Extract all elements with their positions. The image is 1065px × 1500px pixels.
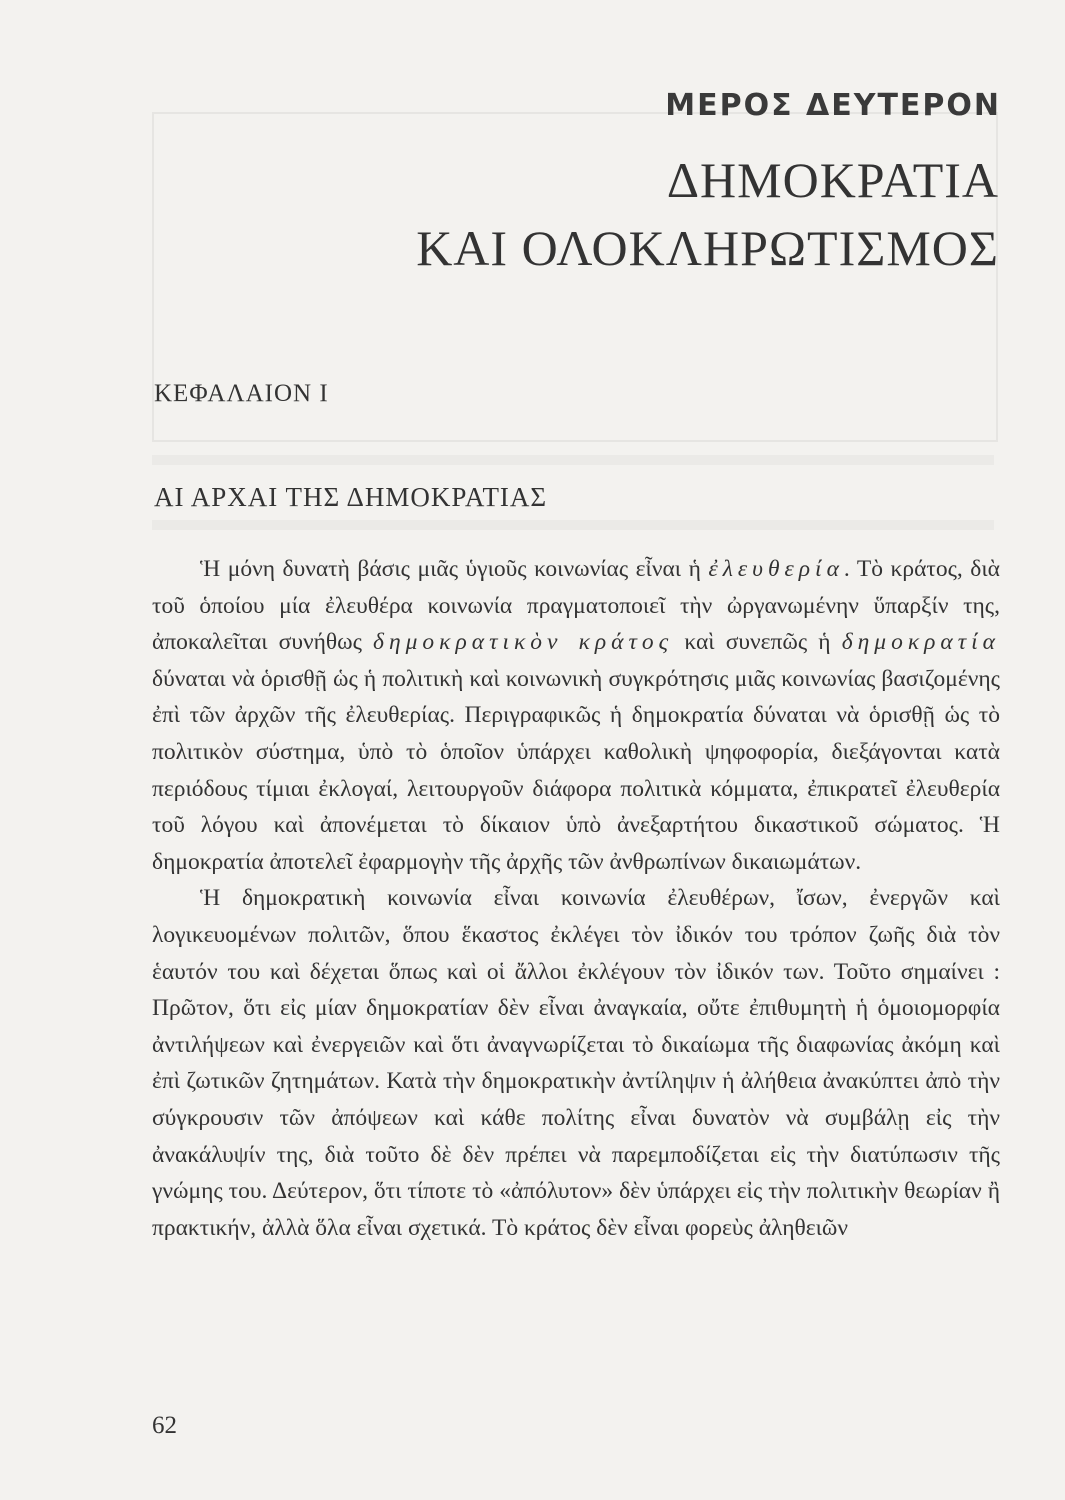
- emphasized-term-democratic-state: δημοκρατικὸν κράτος: [373, 629, 674, 656]
- part-heading: ΜΕΡΟΣ ΔΕΥΤΕΡΟΝ: [665, 88, 1001, 123]
- paragraph-1-text-b: . Τὸ κράτος, διὰ τοῦ ὁποίου μία ἐλευθέρα κοινωνία πραγματοποιεῖ τὴν ὠργανωμένην ὕπαρξίν της, ἀποκαλεῖται συνήθως: [152, 556, 1000, 656]
- title-line-1: ΔΗΜΟΚΡΑΤΙΑ: [666, 152, 999, 208]
- paragraph-1-text-d: δύναται νὰ ὁρισθῇ ὡς ἡ πολιτικὴ καὶ κοινωνικὴ συγκρότησις μιᾶς κοινωνίας βασιζομένης ἐπὶ τῶν ἀρχῶν τῆς ἐλευθερίας. Περιγραφικῶς ἡ δημοκρατία δύναται νὰ ὁρισθῇ ὡς τὸ πολιτικὸν σύστημα, ὑπὸ τὸ ὁποῖον ὑπάρχει καθολικὴ ψηφοφορία, διεξάγονται κατὰ περιόδους τίμιαι ἐκλογαί, λειτουργοῦν διάφορα πολιτικὰ κόμματα, ἐπικρατεῖ ἐλευθερία τοῦ λόγου καὶ ἀπονέμεται τὸ δίκαιον ὑπὸ ἀνεξαρτήτου δικαστικοῦ σώματος. Ἡ δημοκρατία ἀποτελεῖ ἐφαρμογὴν τῆς ἀρχῆς τῶν ἀνθρωπίνων δικαιωμάτων.: [152, 665, 1000, 875]
- body-text: [152, 551, 1000, 1246]
- emphasized-term-democracy: δημοκρατία: [841, 629, 1000, 656]
- chapter-label: ΚΕΦΑΛΑΙΟΝ Ι: [154, 380, 329, 407]
- paragraph-1-text-a: Ἡ μόνη δυνατὴ βάσις μιᾶς ὑγιοῦς κοινωνίας εἶναι ἡ: [200, 556, 709, 582]
- bleed-through-line: [152, 455, 994, 465]
- title-line-2: ΚΑΙ ΟΛΟΚΛΗΡΩΤΙΣΜΟΣ: [416, 220, 999, 276]
- paragraph-1-text-c: καὶ συνεπῶς ἡ: [673, 629, 842, 656]
- paragraph-1: [152, 551, 1000, 880]
- section-title: ΑΙ ΑΡΧΑΙ ΤΗΣ ΔΗΜΟΚΡΑΤΙΑΣ: [154, 482, 548, 512]
- bleed-through-line: [152, 520, 994, 530]
- emphasized-term-freedom: ἐλευθερία: [708, 556, 844, 582]
- paragraph-2: Ἡ δημοκρατικὴ κοινωνία εἶναι κοινωνία ἐλευθέρων, ἴσων, ἐνεργῶν καὶ λογικευομένων πολιτῶν, ὅπου ἕκαστος ἐκλέγει τὸν ἰδικόν του τρόπον ζωῆς διὰ τὸν ἑαυτόν του καὶ δέχεται ὅπως καὶ οἱ ἄλλοι ἐκλέγουν τὸν ἰδικόν των. Τοῦτο σημαίνει : Πρῶτον, ὅτι εἰς μίαν δημοκρατίαν δὲν εἶναι ἀναγκαία, οὔτε ἐπιθυμητὴ ἡ ὁμοιομορφία ἀντιλήψεων καὶ ἐνεργειῶν καὶ ὅτι ἀναγνωρίζεται τὸ δικαίωμα τῆς διαφωνίας ἀκόμη καὶ ἐπὶ ζωτικῶν ζητημάτων. Κατὰ τὴν δημοκρατικὴν ἀντίληψιν ἡ ἀλήθεια ἀνακύπτει ἀπὸ τὴν σύγκρουσιν τῶν ἀπόψεων καὶ κάθε πολίτης εἶναι δυνατὸν νὰ συμβάλῃ εἰς τὴν ἀνακάλυψίν της, διὰ τοῦτο δὲ δὲν πρέπει νὰ παρεμποδίζεται εἰς τὴν διατύπωσιν τῆς γνώμης του. Δεύτερον, ὅτι τίποτε τὸ «ἀπόλυτον» δὲν ὑπάρχει εἰς τὴν πολιτικὴν θεωρίαν ἢ πρακτικήν, ἀλλὰ ὅλα εἶναι σχετικά. Τὸ κράτος δὲν εἶναι φορεὺς ἀληθειῶν: [152, 885, 1000, 1241]
- page-number: 62: [152, 1412, 177, 1439]
- page-title: [416, 146, 999, 282]
